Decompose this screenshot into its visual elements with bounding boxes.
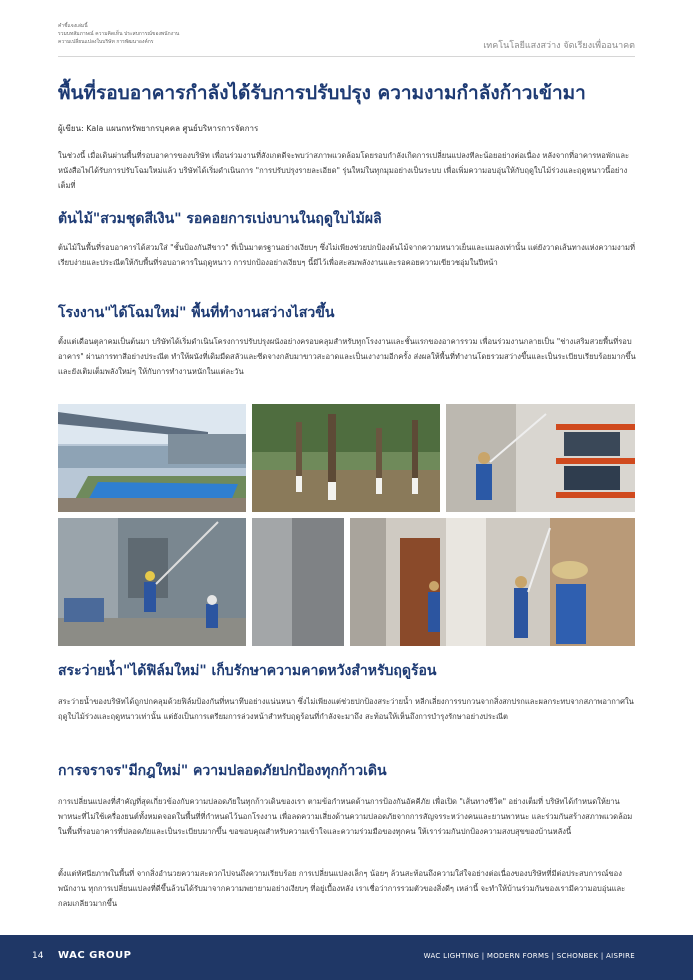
author-line: ผู้เขียน: Kala แผนกทรัพยากรบุคคล ศูนย์บริหารการจัดการ xyxy=(58,124,259,133)
header-line: ความเปลี่ยนแปลงในบริษัท การพัฒนาองค์กร xyxy=(58,39,154,45)
tree-trunks-photo xyxy=(252,404,440,512)
footer-brand: WAC GROUP xyxy=(58,950,132,961)
painted-wall-icon xyxy=(252,518,344,646)
section-heading-pool: สระว่ายน้ำ"ได้ฟิล์มใหม่" เก็บรักษาความคาดหวังสำหรับฤดูร้อน xyxy=(58,663,437,679)
section-body-pool: สระว่ายน้ำของบริษัทได้ถูกปกคลุมด้วยฟิล์มป้องกันที่หนาทึบอย่างแน่นหนา ซึ่งไม่เพียงแต่ช่วยปกป้องสระว่ายน้ำ หลีกเลี่ยงการรบกวนจากสิ่งสกปรกและผลกระทบจากสภาพอากาศในฤดูใบไม้ร่วงและฤดูหนาวเท่านั้น แต่ยังเป็นการเตรียมการล่วงหน้าสำหรับฤดูร้อนที่กำลังจะมาถึง สะท้อนให้เห็นถึงการบำรุงรักษาอย่างประณีต xyxy=(58,697,634,721)
section-body-trees: ต้นไม้ในพื้นที่รอบอาคารได้สวมใส่ "ชั้นป้องกันสีขาว" ที่เป็นมาตรฐานอย่างเงียบๆ ซึ่งไม่เพียงช่วยปกป้องต้นไม้จากความหนาวเย็นและแมลงเท่านั้น แต่ยังวาดเส้นทางแห่งความงามที่เรียบง่ายและประณีตให้กับพื้นที่รอบอาคารในฤดูหนาว การปกป้องอย่างเงียบๆ นี้มีไว้เพื่อสะสมพลังงานและรอคอยความเขียวชอุ่มในปีหน้า xyxy=(58,243,635,267)
header-small-text xyxy=(58,22,179,46)
warehouse-painting-photo xyxy=(446,404,635,512)
page-footer xyxy=(0,935,693,980)
header-line: รวมบทสัมภาษณ์ ความคิดเห็น ประสบการณ์ของพนักงาน xyxy=(58,31,180,37)
footer-brands-list: WAC LIGHTING | MODERN FORMS | SCHONBEK | AISPIRE xyxy=(423,952,635,960)
intro-paragraph: ในช่วงนี้ เมื่อเดินผ่านพื้นที่รอบอาคารของบริษัท เพื่อนร่วมงานที่สังเกตดีจะพบว่าสภาพแวดล้อมโดยรอบกำลังเกิดการเปลี่ยนแปลงทีละน้อยอย่างต่อเนื่อง หลังจากที่อาคารหอพักและหนังสือไฟได้รับการปรับโฉมใหม่แล้ว บริษัทได้เริ่มดำเนินการ "การปรับปรุงรายละเอียด" รุ่นใหม่ในทุกมุมอย่างเป็นระบบ เพื่อเพิ่มความอบอุ่นให้กับฤดูใบไม้ร่วงและฤดูหนาวนี้อย่างเต็มที่ xyxy=(58,151,630,190)
indoor-painters-photo xyxy=(350,518,635,646)
painted-wall-photo xyxy=(252,518,344,646)
outdoor-painter-photo xyxy=(58,518,246,646)
page-number: 14 xyxy=(32,951,44,961)
section-body-factory: ตั้งแต่เดือนตุลาคมเป็นต้นมา บริษัทได้เริ่มดำเนินโครงการปรับปรุงผนังอย่างครอบคลุมสำหรับทุกโรงงานและชั้นแรกของอาคารรวม เพื่อนร่วมงานกลายเป็น "ช่างเสริมสวยพื้นที่รอบอาคาร" ผ่านการทาสีอย่างประณีต ทำให้ผนังที่เดิมมืดสลัวและซีดจางกลับมาขาวสะอาดและเป็นเงางามอีกครั้ง ส่งผลให้พื้นที่ทำงานโดยรวมสว่างขึ้นและเป็นระเบียบเรียบร้อยมากขึ้น และยังเติมเต็มพลังใหม่ๆ ให้กับการทำงานหนักในแต่ละวัน xyxy=(58,337,636,376)
indoor-painters-icon xyxy=(350,518,635,646)
closing-paragraph: ตั้งแต่ทัศนียภาพในพื้นที่ จากสิ่งอำนวยความสะดวกไปจนถึงความเรียบร้อย การเปลี่ยนแปลงเล็กๆ น้อยๆ ล้วนสะท้อนถึงความใส่ใจอย่างต่อเนื่องของบริษัทที่มีต่อประสบการณ์ของพนักงาน ทุกการเปลี่ยนแปลงที่ดีขึ้นล้วนได้รับมาจากความพยายามอย่างเงียบๆ ที่อยู่เบื้องหลัง เราเชื่อว่าการรวมตัวของสิ่งดีๆ เหล่านี้ จะทำให้บ้านร่วมกันของเรามีความอบอุ่นและกลมเกลียวมากขึ้น xyxy=(58,869,626,908)
pool-cover-photo xyxy=(58,404,246,512)
outdoor-painter-icon xyxy=(58,518,246,646)
section-heading-factory: โรงงาน"ได้โฉมใหม่" พื้นที่ทำงานสว่างไสวขึ้น xyxy=(58,305,335,321)
section-heading-traffic: การจราจร"มีกฎใหม่" ความปลอดภัยปกป้องทุกก้าวเดิน xyxy=(58,763,387,779)
section-body-traffic: การเปลี่ยนแปลงที่สำคัญที่สุดเกี่ยวข้องกับความปลอดภัยในทุกก้าวเดินของเรา ตามข้อกำหนดด้านการป้องกันอัคคีภัย เพื่อเปิด "เส้นทางชีวิต" อย่างเต็มที่ บริษัทได้กำหนดให้ยานพาหนะที่ไม่ใช้เครื่องยนต์ทั้งหมดจอดในพื้นที่ที่กำหนดไว้นอกโรงงาน เพื่อลดความเสี่ยงด้านความปลอดภัยจากการสัญจรระหว่างคนและยานพาหนะ และร่วมกันสร้างสภาพแวดล้อมในพื้นที่รอบอาคารที่ปลอดภัยและเป็นระเบียบมากขึ้น ขอขอบคุณสำหรับความเข้าใจและความร่วมมือของทุกคน ให้เราร่วมกันปกป้องความสงบสุขของบ้านหลังนี้ xyxy=(58,797,633,836)
header-line: คำชี้แจงเล่มนี้ xyxy=(58,23,88,29)
section-label: เทคโนโลยีแสงสว่าง จัดเรียงเพื่ออนาคต xyxy=(483,41,635,51)
header-divider xyxy=(58,56,635,57)
pool-cover-icon xyxy=(58,404,246,512)
section-heading-trees: ต้นไม้"สวมชุดสีเงิน" รอคอยการเบ่งบานในฤดูใบไม้ผลิ xyxy=(58,211,382,227)
warehouse-painting-icon xyxy=(446,404,635,512)
page-title: พื้นที่รอบอาคารกำลังได้รับการปรับปรุง ความงามกำลังก้าวเข้ามา xyxy=(58,82,586,104)
tree-trunks-icon xyxy=(252,404,440,512)
